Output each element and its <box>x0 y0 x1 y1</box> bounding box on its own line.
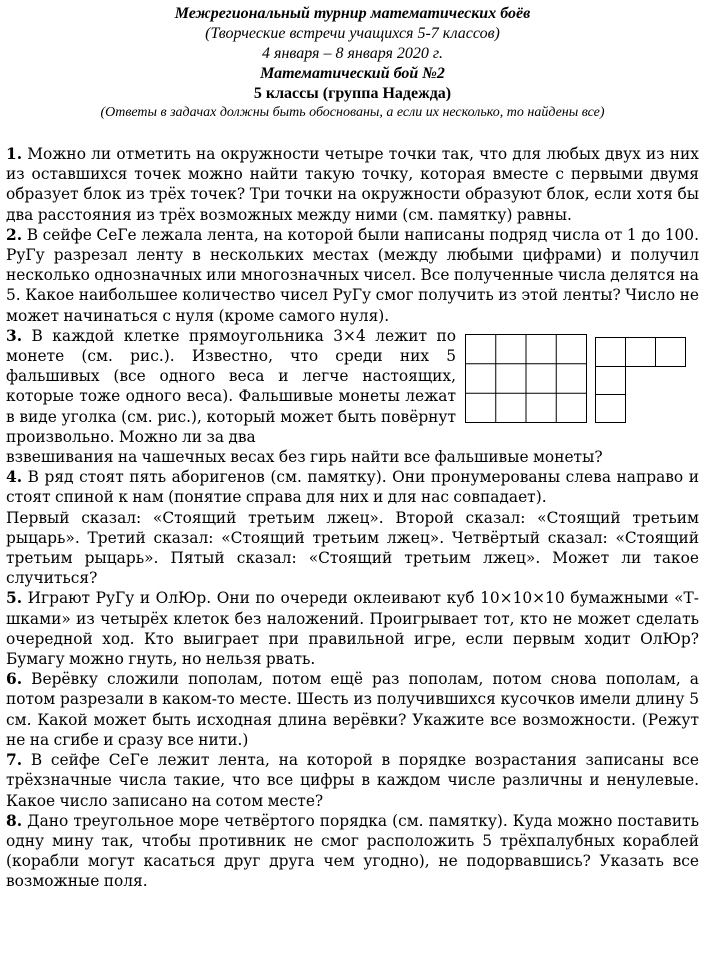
problem-number: 5. <box>6 589 23 608</box>
problem-5 <box>6 588 699 669</box>
problem-7 <box>6 750 699 811</box>
corner-shape <box>596 337 686 422</box>
problem-number: 6. <box>6 670 23 689</box>
tournament-dates: 4 января – 8 января 2020 г. <box>262 45 443 62</box>
problem-number: 4. <box>6 468 23 487</box>
problem-2 <box>6 225 699 326</box>
problem-1 <box>6 144 699 225</box>
problem-list <box>6 144 699 892</box>
coin-grid-figure <box>462 326 702 426</box>
problem-text: В ряд стоят пять аборигенов (см. памятку). Они пронумерованы слева направо и стоят спиной к нам (понятие справа для них и для нас совпадает). <box>6 468 699 507</box>
problem-number: 8. <box>6 811 23 830</box>
problem-text: Играют РуГу и ОлЮр. Они по очереди оклеивают куб 10×10×10 бумажными «Т-шками» из четырёх клеток без наложений. Проигрывает тот, кто не может сделать очередной ход. Кто выиграет при правильной игре, если первым ходит ОлЮр? Бумагу можно гнуть, но нельзя рвать. <box>6 589 699 669</box>
problem-4 <box>6 467 699 507</box>
problem-6 <box>6 669 699 750</box>
tournament-title: Межрегиональный турнир математических боёв <box>174 5 531 22</box>
problem-number: 3. <box>6 326 23 345</box>
problem-text: В каждой клетке прямоугольника 3×4 лежит по монете (см. рис.). Известно, что среди них 5 фальшивых (все одного веса и легче настоящих, которые тоже одного веса). Фальшивые монеты лежат в виде уголка (см. рис.), который может быть повёрнут произвольно. Можно ли за два <box>6 326 456 446</box>
problem-number: 2. <box>6 225 23 244</box>
problem-3 <box>6 326 699 467</box>
problem-text: Верёвку сложили пополам, потом ещё раз пополам, потом снова пополам, а потом разрезали в каком-то месте. Шесть из получившихся кусочков имели длину 5 см. Какой может быть исходная длина верёвки? Укажите все возможности. (Режут не на сгибе и сразу все нити.) <box>6 670 699 749</box>
problem-text: В сейфе СеГе лежала лента, на которой были написаны подряд числа от 1 до 100. РуГу разрезал ленту в нескольких местах (между любыми цифрами) и получил несколько однозначных или многозначных чисел. Все полученные числа делятся на 5. Какое наибольшее количество чисел РуГу смог получить из этой ленты? Число не может начинаться с нуля (кроме самого нуля). <box>6 225 699 325</box>
rectangle-3x4-grid <box>466 334 587 422</box>
problem-text: В сейфе СеГе лежит лента, на которой в порядке возрастания записаны все трёхзначные числа такие, что все цифры в каждом числе различны и ненулевые. Какое число записано на сотом месте? <box>6 751 699 810</box>
group-title: 5 классы (группа Надежда) <box>253 85 452 102</box>
problem-8 <box>6 811 699 892</box>
problem-text: Можно ли отметить на окружности четыре точки так, что для любых двух из них из оставшихся точек можно найти такую точку, которая вместе с первыми двумя образует блок из трёх точек? Три точки на окружности образуют блок, если хотя бы два расстояния из трёх возможных между ними (см. памятку) равны. <box>6 145 699 224</box>
answer-note: (Ответы в задачах должны быть обоснованы, а если их несколько, то найдены все) <box>100 105 605 120</box>
problem-text: Дано треугольное море четвёртого порядка (см. памятку). Куда можно поставить одну мину так, чтобы противник не смог расположить 5 трёхпалубных кораблей (корабли могут касаться друг друга чем угодно), не подорвавшись? Указать все возможные поля. <box>6 811 699 891</box>
tournament-subtitle: (Творческие встречи учащихся 5-7 классов) <box>205 25 500 42</box>
problem-number: 1. <box>6 145 23 163</box>
problem-4-continued: Первый сказал: «Стоящий третьим лжец». Второй сказал: «Стоящий третьим рыцарь». Третий сказал: «Стоящий третьим лжец». Четвёртый сказал: «Стоящий третьим рыцарь». Пятый сказал: «Стоящий третьим лжец». Может ли такое случиться? <box>6 508 699 588</box>
document-page <box>6 4 699 892</box>
problem-number: 7. <box>6 751 23 770</box>
battle-title: Математический бой №2 <box>260 65 445 82</box>
problem-text-tail: взвешивания на чашечных весах без гирь найти все фальшивые монеты? <box>6 448 603 467</box>
